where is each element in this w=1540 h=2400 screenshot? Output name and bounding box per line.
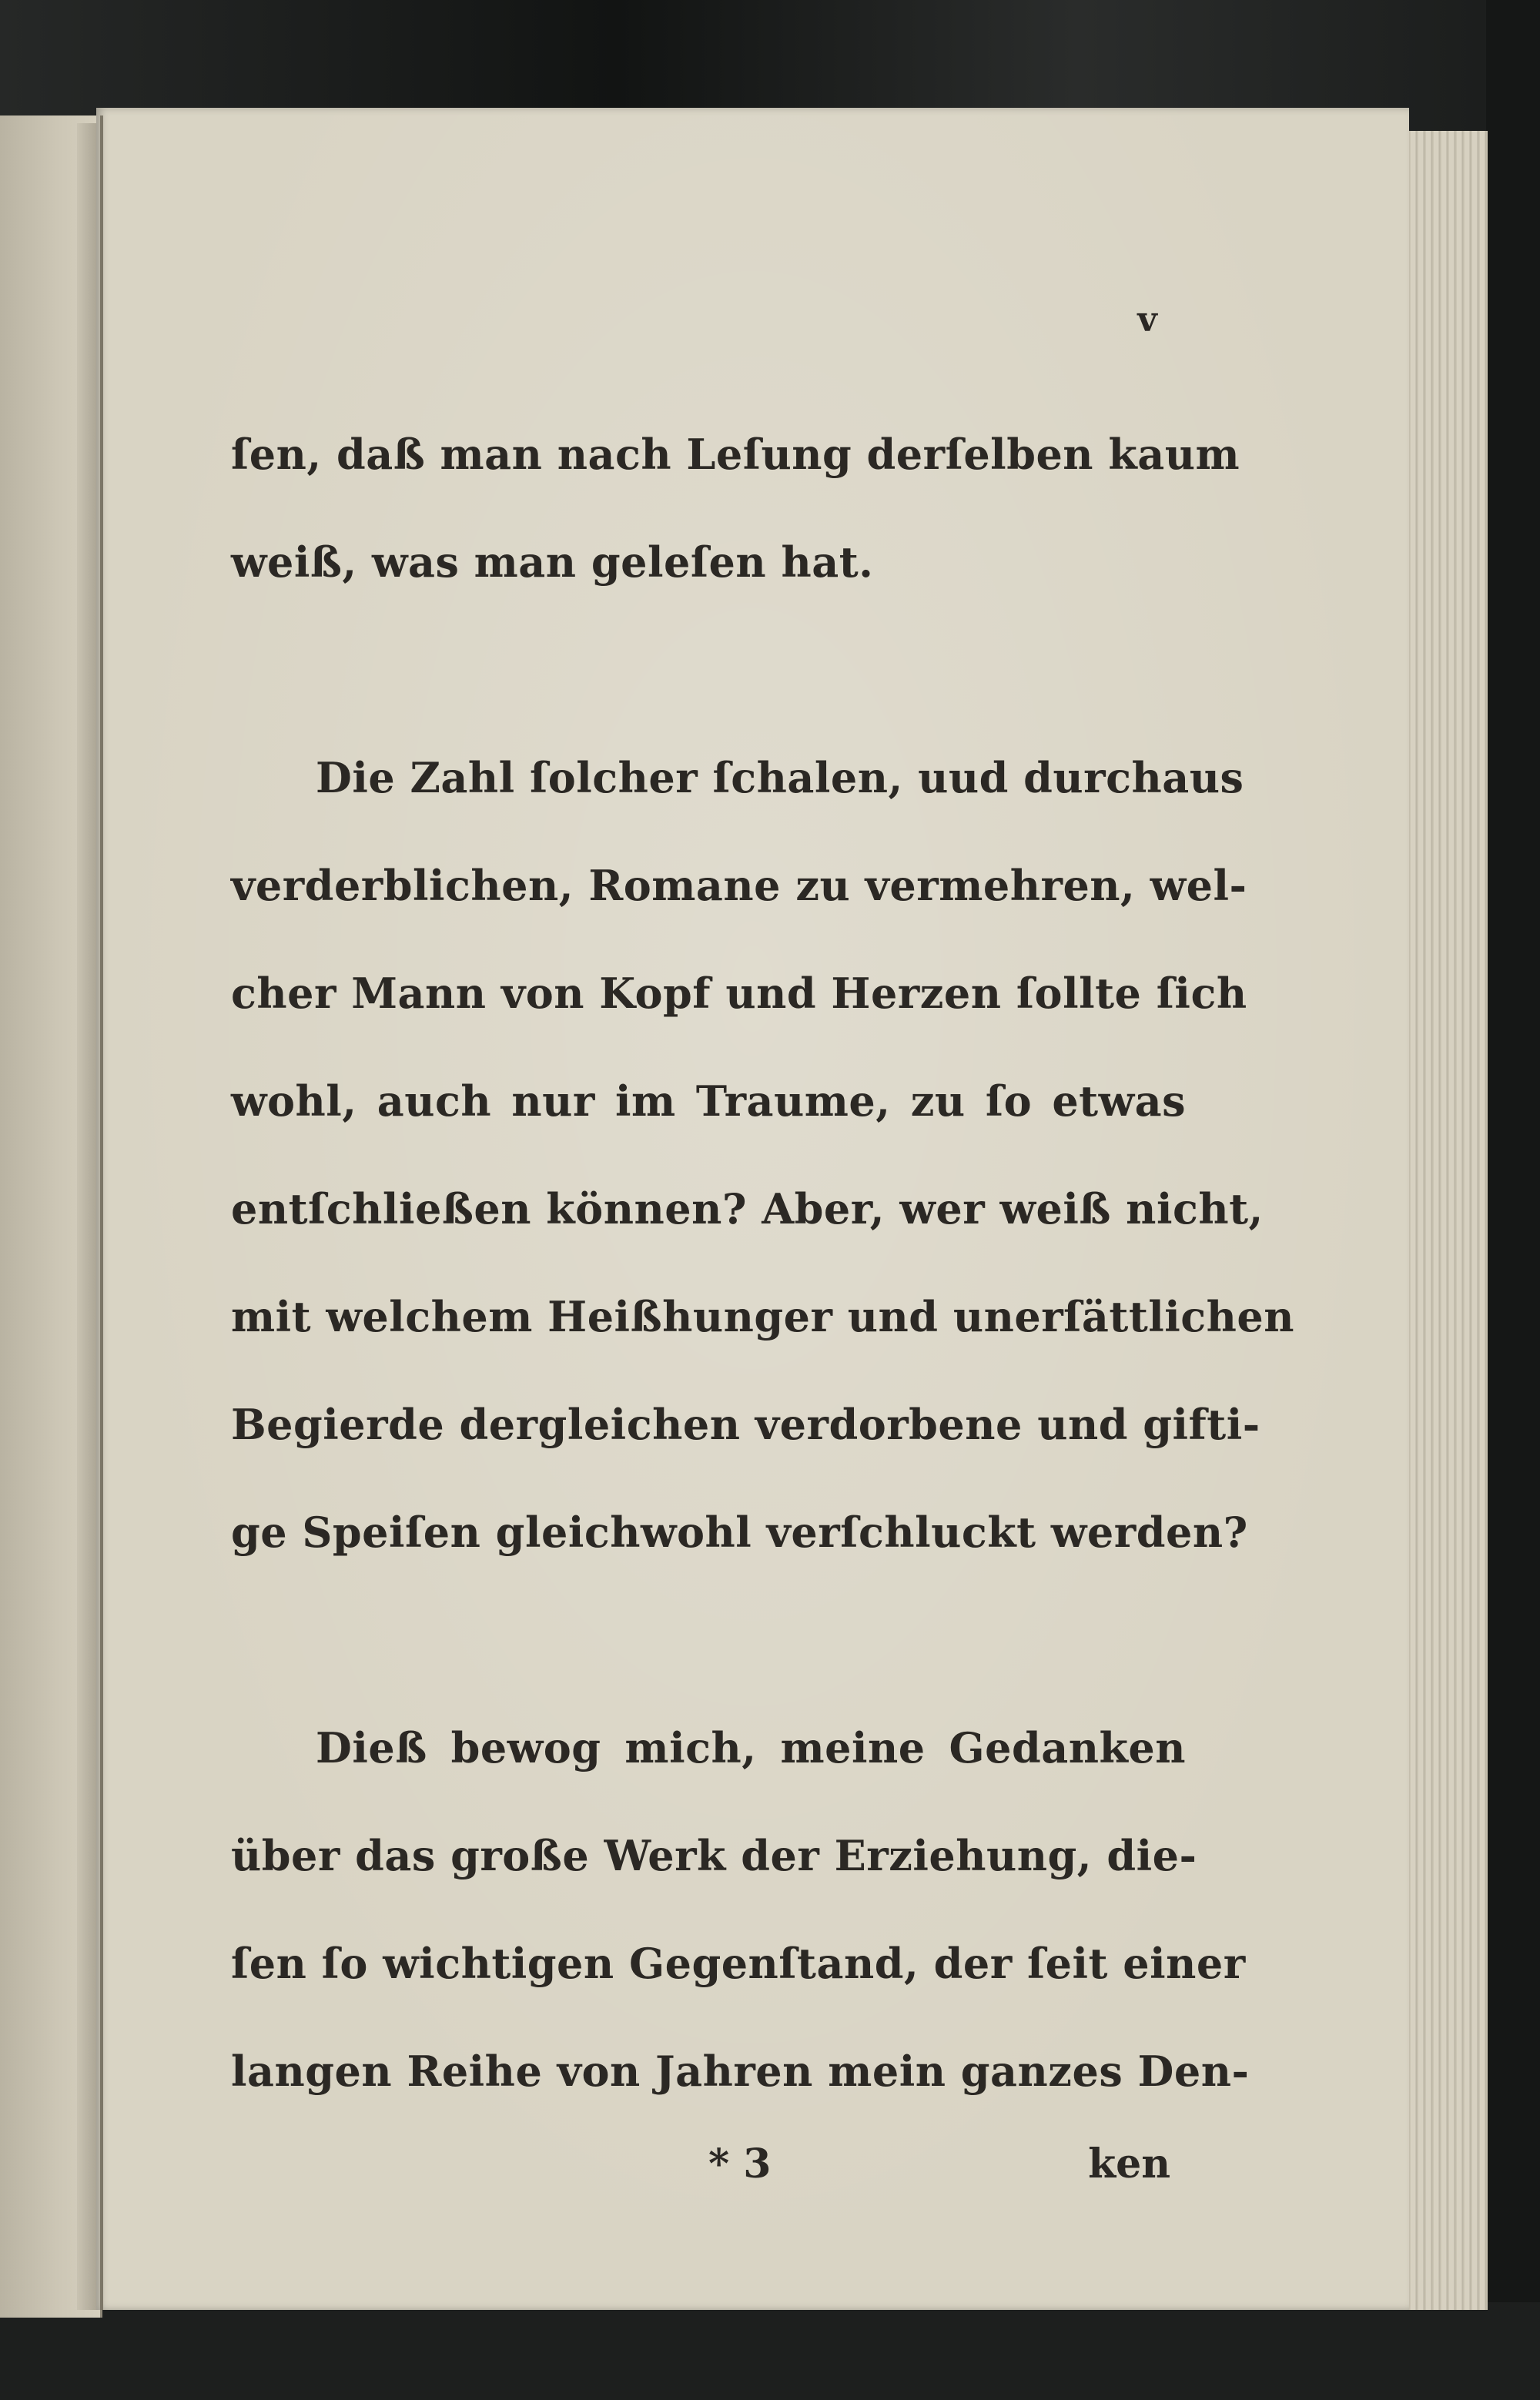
text-line: Dieß bewog mich, meine Gedanken bbox=[316, 1723, 1186, 1772]
background-bottom bbox=[0, 2302, 1540, 2400]
text-line: ſen ſo wichtigen Gegenſtand, der ſeit einer bbox=[231, 1939, 1246, 1988]
text-line: ge Speiſen gleichwohl verſchluckt werden? bbox=[231, 1508, 1248, 1557]
text-line: cher Mann von Kopf und Herzen ſollte ſich bbox=[231, 969, 1247, 1018]
page-signature: v bbox=[1137, 300, 1157, 340]
catchword: ken bbox=[1088, 2141, 1170, 2187]
paragraph-gap bbox=[231, 1586, 1186, 1694]
text-line: langen Reihe von Jahren mein ganzes Den- bbox=[231, 2047, 1250, 2096]
text-line: entſchließen können? Aber, wer weiß nicht, bbox=[231, 1184, 1264, 1233]
gutter-line bbox=[100, 115, 103, 2310]
paragraph-gap bbox=[231, 616, 1186, 724]
text-line: wohl, auch nur im Traume, zu ſo etwas bbox=[231, 1076, 1186, 1126]
text-line: Die Zahl ſolcher ſchalen, uud durchaus bbox=[316, 753, 1244, 802]
signature-mark: * 3 bbox=[708, 2141, 772, 2187]
background-right bbox=[1486, 0, 1540, 2400]
text-line: ſen, daß man nach Leſung derſelben kaum bbox=[231, 430, 1240, 479]
text-line: über das große Werk der Erziehung, die- bbox=[231, 1831, 1197, 1880]
text-line: Begierde dergleichen verdorbene und gifti- bbox=[231, 1400, 1260, 1449]
text-line: verderblichen, Romane zu vermehren, wel- bbox=[231, 861, 1247, 910]
page-footer bbox=[231, 2133, 1186, 2210]
text-line: weiß, was man geleſen hat. bbox=[231, 537, 874, 587]
text-line: mit welchem Heißhunger und unerſättlichen bbox=[231, 1292, 1295, 1341]
body-text bbox=[231, 400, 1295, 2125]
